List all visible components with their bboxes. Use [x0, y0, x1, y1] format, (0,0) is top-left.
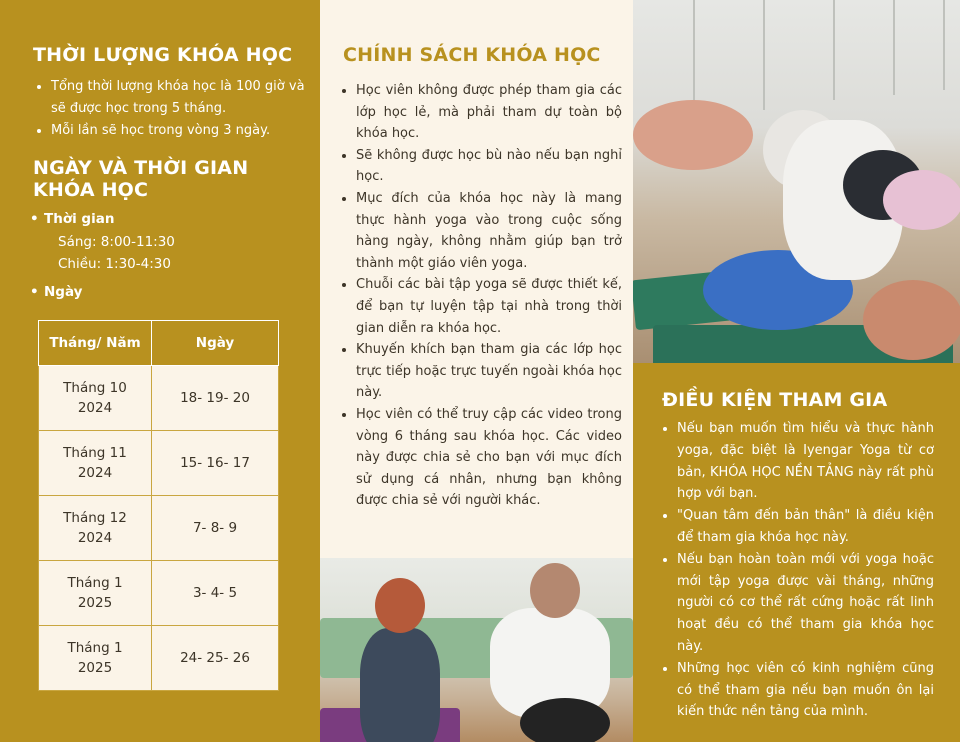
table-row	[39, 561, 279, 626]
list-item: • Tổng thời lượng khóa học là 100 giờ và sẽ được học trong 5 tháng.	[51, 76, 313, 120]
policy-list	[342, 80, 622, 512]
eligibility-list	[661, 418, 934, 723]
schedule-table	[38, 320, 279, 691]
month-cell: Tháng 1 2025	[39, 561, 152, 626]
header-month: Tháng/ Năm	[39, 321, 152, 366]
list-item: • Mỗi lần sẽ học trong vòng 3 ngày.	[51, 120, 313, 142]
days-cell: 3- 4- 5	[152, 561, 279, 626]
date-label: • Ngày	[44, 284, 82, 300]
teacher-adjustment-photo	[320, 558, 633, 742]
afternoon-time: Chiều: 1:30-4:30	[58, 256, 171, 272]
table-row	[39, 366, 279, 431]
table-row	[39, 431, 279, 496]
policy-title: CHÍNH SÁCH KHÓA HỌC	[343, 44, 601, 66]
list-item: • Sẽ không được học bù nào nếu bạn nghỉ học.	[356, 145, 622, 188]
month-cell: Tháng 12 2024	[39, 496, 152, 561]
yoga-class-photo	[633, 0, 960, 363]
table-row	[39, 496, 279, 561]
list-item: • "Quan tâm đến bản thân" là điều kiện để tham gia khóa học này.	[677, 505, 934, 549]
list-item: • Khuyến khích bạn tham gia các lớp học trực tiếp hoặc trực tuyến ngoài khóa học này.	[356, 339, 622, 404]
time-values	[58, 231, 175, 275]
left-panel	[0, 0, 320, 742]
list-item: • Những học viên có kinh nghiệm cũng có thể tham gia nếu bạn muốn ôn lại kiến thức nền tảng của mình.	[677, 658, 934, 723]
morning-time: Sáng: 8:00-11:30	[58, 234, 175, 250]
eligibility-title: ĐIỀU KIỆN THAM GIA	[662, 389, 888, 411]
days-cell: 24- 25- 26	[152, 626, 279, 691]
time-label: • Thời gian	[44, 211, 114, 227]
table-row	[39, 626, 279, 691]
days-cell: 7- 8- 9	[152, 496, 279, 561]
list-item: • Nếu bạn muốn tìm hiểu và thực hành yoga, đặc biệt là Iyengar Yoga từ cơ bản, KHÓA HỌC NỀN TẢNG này rất phù hợp với bạn.	[677, 418, 934, 505]
month-cell: Tháng 10 2024	[39, 366, 152, 431]
schedule-title: NGÀY VÀ THỜI GIAN KHÓA HỌC	[33, 157, 249, 201]
list-item: • Học viên có thể truy cập các video trong vòng 6 tháng sau khóa học. Các video này được chia sẻ cho bạn với mục đích sử dụng cá nhân, nhưng bạn không được chia sẻ với người khác.	[356, 404, 622, 512]
right-panel	[633, 363, 960, 742]
list-item: • Chuỗi các bài tập yoga sẽ được thiết kế, để bạn tự luyện tập tại nhà trong thời gian diễn ra khóa học.	[356, 274, 622, 339]
list-item: • Học viên không được phép tham gia các lớp học lẻ, mà phải tham dự toàn bộ khóa học.	[356, 80, 622, 145]
list-item: • Nếu bạn hoàn toàn mới với yoga hoặc mới tập yoga được vài tháng, những người có cơ thể rất cứng hoặc rất linh hoạt đều có thể tham gia khóa học này.	[677, 549, 934, 658]
list-item: • Mục đích của khóa học này là mang thực hành yoga vào trong cuộc sống hàng ngày, không nhằm giúp bạn trở thành một giáo viên yoga.	[356, 188, 622, 274]
header-days: Ngày	[152, 321, 279, 366]
month-cell: Tháng 11 2024	[39, 431, 152, 496]
table-header-row	[39, 321, 279, 366]
duration-title: THỜI LƯỢNG KHÓA HỌC	[33, 44, 293, 66]
month-cell: Tháng 1 2025	[39, 626, 152, 691]
duration-list	[33, 76, 313, 142]
days-cell: 15- 16- 17	[152, 431, 279, 496]
days-cell: 18- 19- 20	[152, 366, 279, 431]
